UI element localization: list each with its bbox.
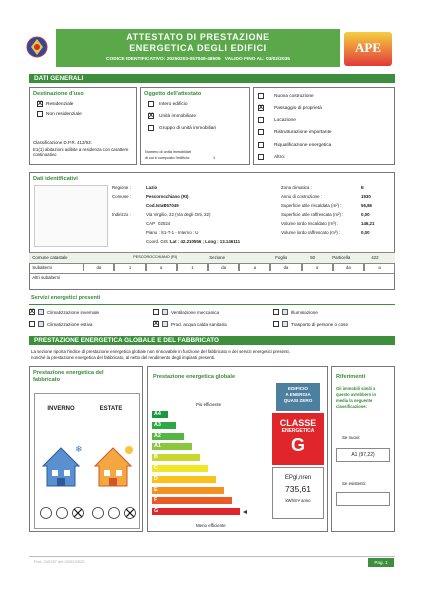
nuova-costruzione-label: Nuova costruzione bbox=[274, 94, 314, 99]
servizio-label: Prod. acqua calda sanitaria bbox=[171, 322, 227, 327]
title-line-1: ATTESTATO DI PRESTAZIONE bbox=[126, 32, 270, 42]
energy-class-bar: B bbox=[152, 454, 200, 461]
comune-catastale-value: PESCOROCCHIANO (RI) bbox=[133, 255, 178, 259]
footer-stamp: Prot. 245787 del 03/02/2025 bbox=[34, 559, 85, 564]
catasto-table bbox=[29, 252, 395, 283]
units-label-2: di cui è composto l'edificio: bbox=[145, 156, 191, 160]
comune-label: Comune : bbox=[112, 194, 132, 199]
zona-value: E bbox=[361, 185, 364, 190]
ristrutturazione-checkbox[interactable] bbox=[258, 129, 264, 135]
inverno-label: INVERNO bbox=[47, 406, 75, 412]
riferimenti-line-4: classificazione: bbox=[336, 404, 367, 409]
globale-box bbox=[147, 366, 328, 532]
servizio-icon bbox=[162, 321, 168, 327]
se-nuovi-label: Se nuovi: bbox=[342, 435, 361, 440]
regione-label: Regione : bbox=[112, 185, 131, 190]
codistat-label: Cod.Istat: bbox=[146, 203, 167, 208]
subalterni-cell: 1 bbox=[177, 264, 208, 271]
foglio-value: 50 bbox=[310, 255, 316, 260]
units-label-1: Numero di unità immobiliari bbox=[145, 150, 192, 154]
sup-raff-label: Superficie utile raffrescata (m²) : bbox=[281, 212, 344, 217]
codistat-value: 057049 bbox=[164, 203, 179, 208]
riferimenti-line-3: media la seguente bbox=[336, 398, 373, 403]
classe-value: G bbox=[290, 435, 305, 455]
se-esistenti-value bbox=[336, 492, 390, 506]
nzeb-line-1: EDIFICIO bbox=[288, 386, 308, 391]
dati-generali-bar: DATI GENERALI bbox=[29, 74, 395, 83]
unita-immobiliare-checkbox[interactable]: X bbox=[149, 113, 154, 119]
identificativi-title: Dati identificativi bbox=[33, 176, 78, 182]
comune-value: Pescorocchiano (RI) bbox=[146, 194, 189, 199]
comune-catastale-label: Comune catastale bbox=[32, 255, 68, 260]
code-label: CODICE IDENTIFICATIVO: bbox=[106, 57, 166, 62]
classificazione-label: Classificazione D.P.R. 412/93: bbox=[33, 140, 92, 145]
emblem-icon bbox=[26, 36, 48, 58]
subalterni-cell: da bbox=[208, 264, 239, 271]
energy-class-bar: G bbox=[152, 508, 240, 515]
servizio-label: Climatizzazione invernale bbox=[47, 310, 100, 315]
coord-label: Coord. GIS : bbox=[146, 239, 171, 244]
energy-scale bbox=[152, 411, 262, 521]
inverno-house-icon bbox=[39, 442, 83, 490]
estate-label: ESTATE bbox=[99, 406, 123, 412]
subalterni-label: Subalterni bbox=[32, 265, 52, 270]
oggetto-title: Oggetto dell'attestato bbox=[144, 91, 202, 97]
identificativi-box bbox=[29, 172, 395, 290]
riferimenti-text bbox=[336, 386, 376, 410]
energy-class-bar: A1 bbox=[152, 443, 192, 450]
svg-text:❄: ❄ bbox=[75, 445, 83, 455]
subalterni-cell: a bbox=[302, 264, 333, 271]
vol-raff-value: 0,00 bbox=[361, 230, 370, 235]
servizio-icon bbox=[282, 321, 288, 327]
classe-box bbox=[272, 413, 324, 465]
servizio-icon bbox=[38, 321, 44, 327]
servizio-label: Ventilazione meccanica bbox=[171, 310, 220, 315]
nzeb-line-2: A ENERGIA bbox=[285, 392, 311, 397]
energy-class-bar: A4 bbox=[152, 411, 168, 418]
servizio-checkbox[interactable]: X bbox=[154, 321, 159, 327]
subalterni-cell: da bbox=[333, 264, 364, 271]
catasto-row-3 bbox=[29, 273, 395, 283]
current-class-pointer bbox=[243, 510, 247, 514]
header-banner bbox=[56, 29, 340, 67]
gruppo-unita-label: Gruppo di unità immobiliari bbox=[159, 126, 217, 131]
prestazione-bar: PRESTAZIONE ENERGETICA GLOBALE E DEL FABBRICATO bbox=[29, 336, 395, 345]
servizio-label: Trasporto di persone o cose bbox=[291, 322, 349, 327]
energy-class-bar: A2 bbox=[152, 433, 184, 440]
code-value: 20250203-057049-48505 bbox=[166, 57, 221, 62]
destinazione-title: Destinazione d'uso bbox=[33, 91, 84, 97]
locazione-label: Locazione bbox=[274, 118, 296, 123]
ep-unit: kWh/m² anno bbox=[285, 498, 311, 503]
sup-risc-label: Superficie utile riscaldata (m²) : bbox=[281, 203, 342, 208]
meno-efficiente-label: Meno efficiente bbox=[196, 523, 226, 528]
riferimenti-box bbox=[331, 366, 395, 532]
sezione-label: Sezione bbox=[209, 255, 226, 260]
servizio-checkbox[interactable] bbox=[29, 321, 35, 327]
passaggio-proprieta-checkbox[interactable]: X bbox=[259, 105, 264, 111]
servizi-grid bbox=[29, 304, 395, 331]
page-number: Pag. 1 bbox=[374, 560, 388, 565]
subalterni-cell: a bbox=[364, 264, 395, 271]
estate-house-icon bbox=[91, 442, 135, 490]
unita-immobiliare-label: Unità immobiliare bbox=[159, 114, 197, 119]
ep-label: EPgl,nren bbox=[284, 475, 312, 481]
classe-label-2: ENERGETICA bbox=[281, 428, 315, 434]
riferimenti-line-2: questo avrebbero in bbox=[336, 392, 377, 397]
non-residenziale-checkbox[interactable] bbox=[37, 111, 43, 117]
particella-label: Particella bbox=[332, 255, 351, 260]
zona-label: Zona climatica : bbox=[281, 185, 312, 190]
header-logo bbox=[26, 36, 48, 58]
ape-badge-text: APE bbox=[355, 40, 381, 55]
ep-value: 735,61 bbox=[285, 484, 311, 494]
subalterni-cell: a bbox=[239, 264, 270, 271]
altro-checkbox[interactable] bbox=[258, 154, 264, 160]
validity-label: VALIDO FINO AL: bbox=[224, 57, 265, 62]
intero-edificio-label: Intero edificio bbox=[159, 102, 188, 107]
cap-label: CAP bbox=[146, 221, 156, 226]
riferimenti-title: Riferimenti bbox=[336, 374, 366, 380]
servizio-icon bbox=[282, 309, 288, 315]
cap-value: 02024 bbox=[158, 221, 171, 226]
intro-line-1: La sezione riporta l'indice di prestazione energetica globale non rinnovabile in funzione del fabbricato e dei servizi energetici presenti, bbox=[31, 349, 290, 354]
servizio-icon bbox=[162, 309, 168, 315]
energy-class-bar: D bbox=[152, 476, 216, 483]
fabbricato-title-1: Prestazione energetica del bbox=[33, 370, 104, 376]
altro-label: Altro: bbox=[274, 155, 286, 160]
residenziale-label: Residenziale bbox=[46, 102, 74, 107]
vol-risc-value: 146,21 bbox=[361, 221, 375, 226]
residenziale-checkbox[interactable]: X bbox=[38, 101, 43, 107]
ristrutturazione-label: Ristrutturazione importante bbox=[274, 130, 332, 135]
riqualificazione-checkbox[interactable] bbox=[258, 142, 264, 148]
servizi-title: Servizi energetici presenti bbox=[31, 295, 101, 301]
fabbricato-inner bbox=[34, 393, 140, 529]
classe-label-1: CLASSE bbox=[279, 418, 317, 428]
indirizzo-label: Indirizzo : bbox=[112, 212, 131, 217]
sup-raff-value: 0,00 bbox=[361, 212, 370, 217]
piu-efficiente-label: Più efficiente bbox=[196, 402, 222, 407]
subalterni-cell: da bbox=[83, 264, 114, 271]
non-residenziale-label: Non residenziale bbox=[46, 112, 82, 117]
motivazione-box bbox=[253, 87, 395, 165]
energy-class-bar: F bbox=[152, 497, 232, 504]
subalterni-cell: a bbox=[146, 264, 177, 271]
energy-class-bar: A3 bbox=[152, 422, 176, 429]
se-nuovi-value bbox=[336, 448, 390, 462]
servizio-checkbox[interactable] bbox=[273, 309, 279, 315]
destinazione-box bbox=[29, 87, 137, 165]
classificazione-value: E1(1) abitazioni adibite a residenza con carattere continuativo bbox=[33, 147, 129, 158]
se-esistenti-label: Se esistenti: bbox=[342, 481, 366, 486]
units-value: 1 bbox=[213, 156, 216, 160]
subalterni-cells bbox=[83, 264, 395, 272]
validity-value: 03/02/2035 bbox=[265, 57, 290, 62]
ep-box bbox=[272, 467, 324, 519]
riqualificazione-label: Riqualificazione energetica bbox=[274, 143, 332, 148]
anno-value: 1930 bbox=[361, 194, 371, 199]
foglio-label: Foglio bbox=[275, 255, 288, 260]
servizio-checkbox[interactable] bbox=[273, 321, 279, 327]
fabbricato-title-2: fabbricato bbox=[33, 377, 61, 383]
subalterni-cell: da bbox=[270, 264, 301, 271]
subalterni-cell: 1 bbox=[114, 264, 145, 271]
title-line-2: ENERGETICA DEGLI EDIFICI bbox=[129, 43, 267, 53]
oggetto-box bbox=[140, 87, 250, 165]
anno-label: Anno di costruzione : bbox=[281, 194, 323, 199]
footer-line bbox=[29, 556, 395, 557]
intero-edificio-checkbox[interactable] bbox=[148, 101, 154, 107]
page-number-badge bbox=[368, 558, 394, 567]
servizio-label: Illuminazione bbox=[291, 310, 318, 315]
vol-risc-label: Volume lordo riscaldato (m³) : bbox=[281, 221, 339, 226]
locazione-checkbox[interactable] bbox=[258, 117, 264, 123]
servizio-icon bbox=[38, 309, 44, 315]
passaggio-proprieta-label: Passaggio di proprietà bbox=[274, 106, 322, 111]
nzeb-line-3: QUASI ZERO bbox=[283, 398, 313, 403]
regione-value: Lazio bbox=[146, 185, 158, 190]
estate-faces bbox=[91, 506, 137, 520]
nuova-costruzione-checkbox[interactable] bbox=[258, 93, 264, 99]
nzeb-badge bbox=[276, 383, 320, 411]
riferimenti-line-1: Gli immobili simili a bbox=[336, 386, 376, 391]
inverno-faces bbox=[39, 506, 85, 520]
globale-title: Prestazione energetica globale bbox=[153, 374, 236, 380]
coord-value: Lat : 42.210556 ; Long : 13.146111 bbox=[170, 239, 241, 244]
code-line bbox=[56, 57, 340, 62]
altri-subalterni-label: Altri subalterni bbox=[32, 275, 61, 280]
servizio-checkbox[interactable]: X bbox=[30, 309, 35, 315]
servizio-checkbox[interactable] bbox=[153, 309, 159, 315]
sup-risc-value: 56,86 bbox=[361, 203, 372, 208]
piano-value: Piano : S1-T-1 - Interno : U bbox=[146, 230, 199, 235]
vol-raff-label: Volume lordo raffrescato (m³) : bbox=[281, 230, 341, 235]
energy-class-bar: E bbox=[152, 487, 224, 494]
energy-class-bar: C bbox=[152, 465, 208, 472]
ape-badge bbox=[344, 32, 392, 66]
intro-line-2: nonché la prestazione energetica del fabbricato, al netto del rendimento degli impianti presenti. bbox=[31, 355, 216, 360]
se-nuovi-value-text: A1 (97,22) bbox=[351, 452, 375, 458]
building-photo bbox=[34, 185, 108, 247]
gruppo-unita-checkbox[interactable] bbox=[148, 125, 154, 131]
servizio-label: Climatizzazione estiva bbox=[47, 322, 93, 327]
fabbricato-box bbox=[29, 366, 143, 532]
indirizzo-value: Via Virgilio, 22 (Via degli Orti, 22) bbox=[146, 212, 211, 217]
particella-value: 422 bbox=[371, 255, 379, 260]
